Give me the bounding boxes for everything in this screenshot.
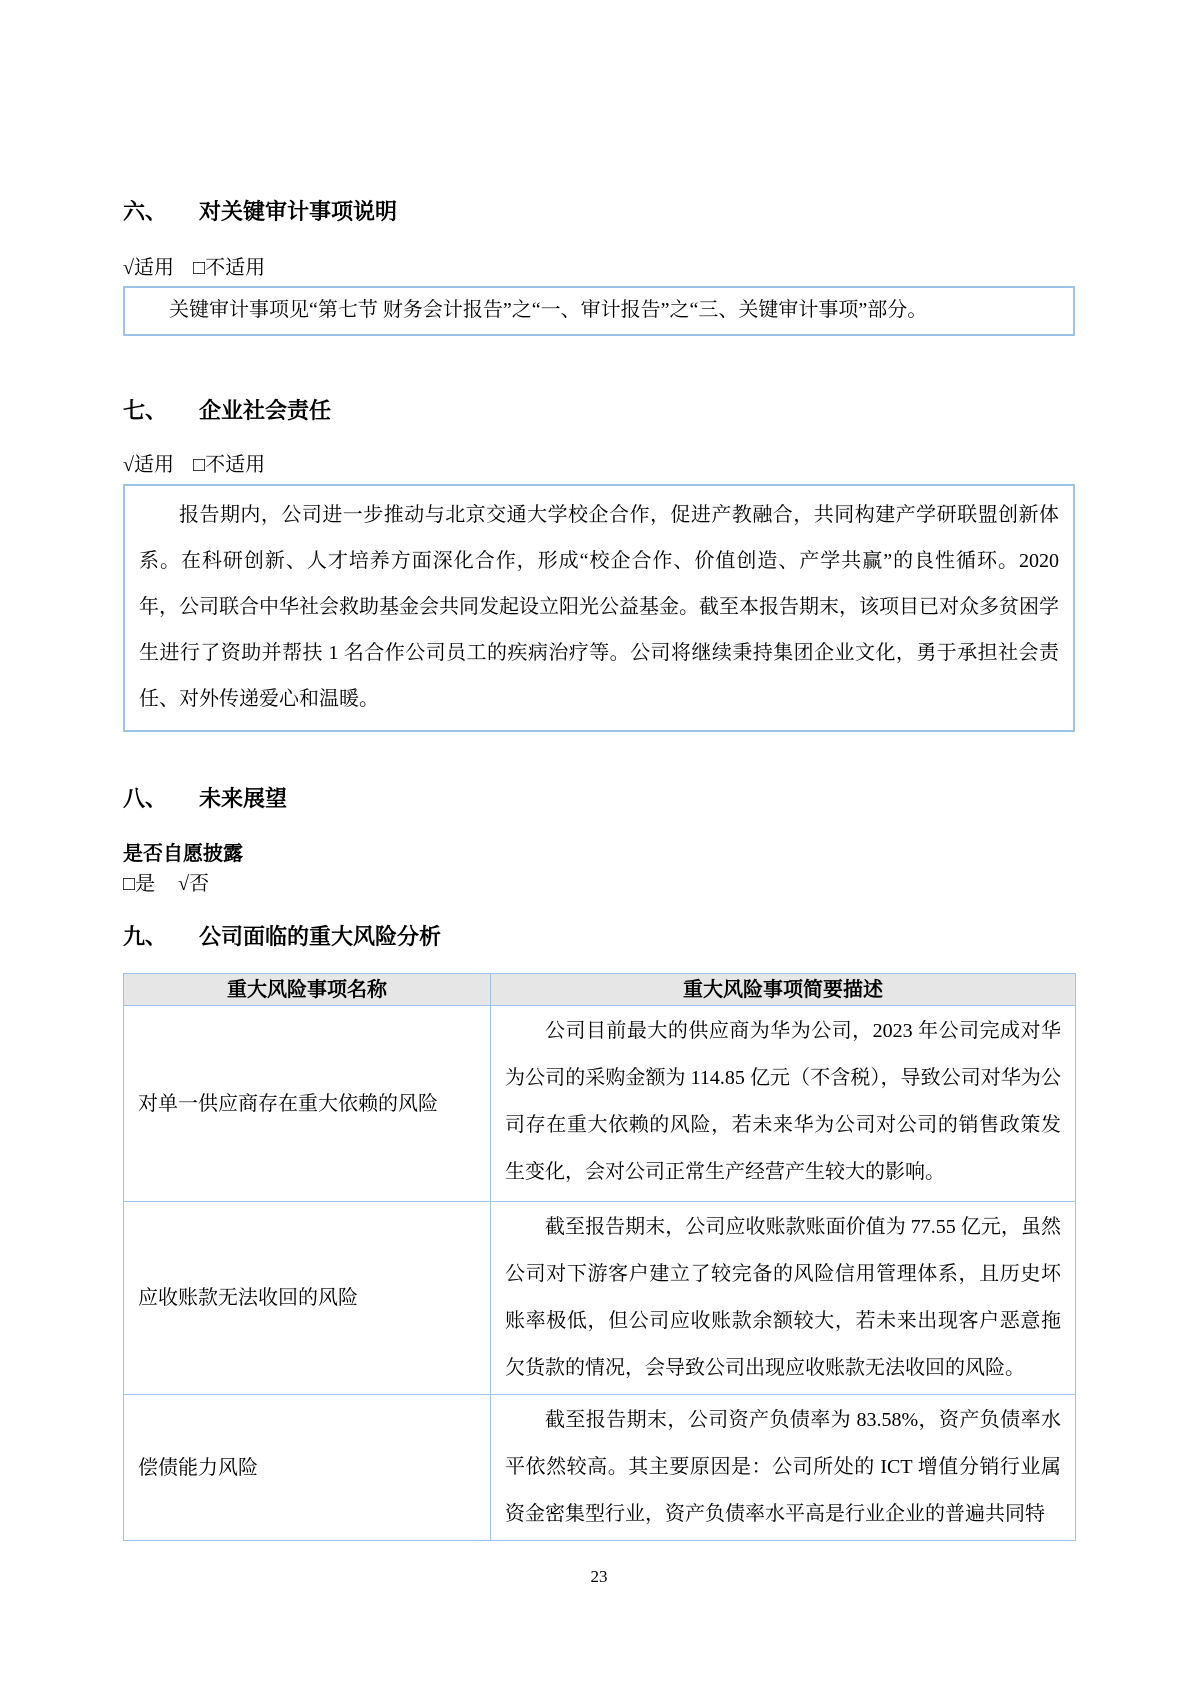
table-header-row: [124, 974, 1076, 1006]
yes-option: □是: [123, 873, 156, 895]
section-8-title: 未来展望: [199, 786, 288, 811]
section-7-heading: [123, 397, 1075, 425]
risk-description-cell: [491, 1006, 1076, 1202]
section-6-applicability: [123, 255, 1075, 281]
not-applicable-option: □不适用: [192, 454, 266, 476]
table-row: [124, 1395, 1076, 1541]
document-page: [123, 0, 1075, 1587]
no-checked-option: √否: [178, 873, 210, 895]
risk-description-text: 公司目前最大的供应商为华为公司，2023 年公司完成对华为公司的采购金额为 114.85 亿元（不含税），导致公司对华为公司存在重大依赖的风险，若未来华为公司对公司的销售政策发生变化，会对公司正常生产经营产生较大的影响。: [505, 1020, 1061, 1183]
section-7-title: 企业社会责任: [199, 398, 332, 423]
major-risk-table: [123, 973, 1076, 1541]
page-number: 23: [590, 1567, 608, 1586]
risk-name-cell: 对单一供应商存在重大依赖的风险: [124, 1006, 491, 1202]
table-row: [124, 1202, 1076, 1395]
section-6-number: 六、: [123, 199, 168, 224]
risk-name-cell: 应收账款无法收回的风险: [124, 1202, 491, 1395]
risk-name-cell: 偿债能力风险: [124, 1395, 491, 1541]
risk-description-header: 重大风险事项简要描述: [491, 974, 1076, 1006]
risk-name-header: 重大风险事项名称: [124, 974, 491, 1006]
table-row: [124, 1006, 1076, 1202]
voluntary-disclosure-label: 是否自愿披露: [123, 843, 243, 865]
risk-description-text: 截至报告期末，公司资产负债率为 83.58%，资产负债率水平依然较高。其主要原因是：公司所处的 ICT 增值分销行业属资金密集型行业，资产负债率水平高是行业企业的普遍共同特: [505, 1409, 1061, 1525]
section-6-text-box: 关键审计事项见“第七节 财务会计报告”之“一、审计报告”之“三、关键审计事项”部分。: [123, 286, 1075, 336]
section-8-heading: [123, 785, 1075, 813]
voluntary-disclosure-options: [123, 871, 1075, 897]
section-9-heading: [123, 923, 1075, 951]
section-9-title: 公司面临的重大风险分析: [199, 924, 442, 949]
risk-description-text: 截至报告期末，公司应收账款账面价值为 77.55 亿元，虽然公司对下游客户建立了较完备的风险信用管理体系，且历史坏账率极低，但公司应收账款余额较大，若未来出现客户恶意拖欠货款的情况，会导致公司出现应收账款无法收回的风险。: [505, 1216, 1061, 1379]
applicable-checked-option: √适用: [123, 257, 174, 279]
not-applicable-option: □不适用: [192, 257, 266, 279]
section-7-text-box: 报告期内，公司进一步推动与北京交通大学校企合作，促进产教融合，共同构建产学研联盟创新体系。在科研创新、人才培养方面深化合作，形成“校企合作、价值创造、产学共赢”的良性循环。2020 年，公司联合中华社会救助基金会共同发起设立阳光公益基金。截至本报告期末，该项目已对众多贫困学生进行了资助并帮扶 1 名合作公司员工的疾病治疗等。公司将继续秉持集团企业文化，勇于承担社会责任、对外传递爱心和温暖。: [123, 484, 1075, 732]
section-6-title: 对关键审计事项说明: [199, 199, 398, 224]
applicable-checked-option: √适用: [123, 454, 174, 476]
section-7-number: 七、: [123, 398, 168, 423]
risk-description-cell: [491, 1395, 1076, 1541]
risk-description-cell: [491, 1202, 1076, 1395]
section-7-applicability: [123, 452, 1075, 478]
section-6-heading: [123, 198, 1075, 226]
section-9-number: 九、: [123, 924, 168, 949]
section-8-number: 八、: [123, 786, 168, 811]
